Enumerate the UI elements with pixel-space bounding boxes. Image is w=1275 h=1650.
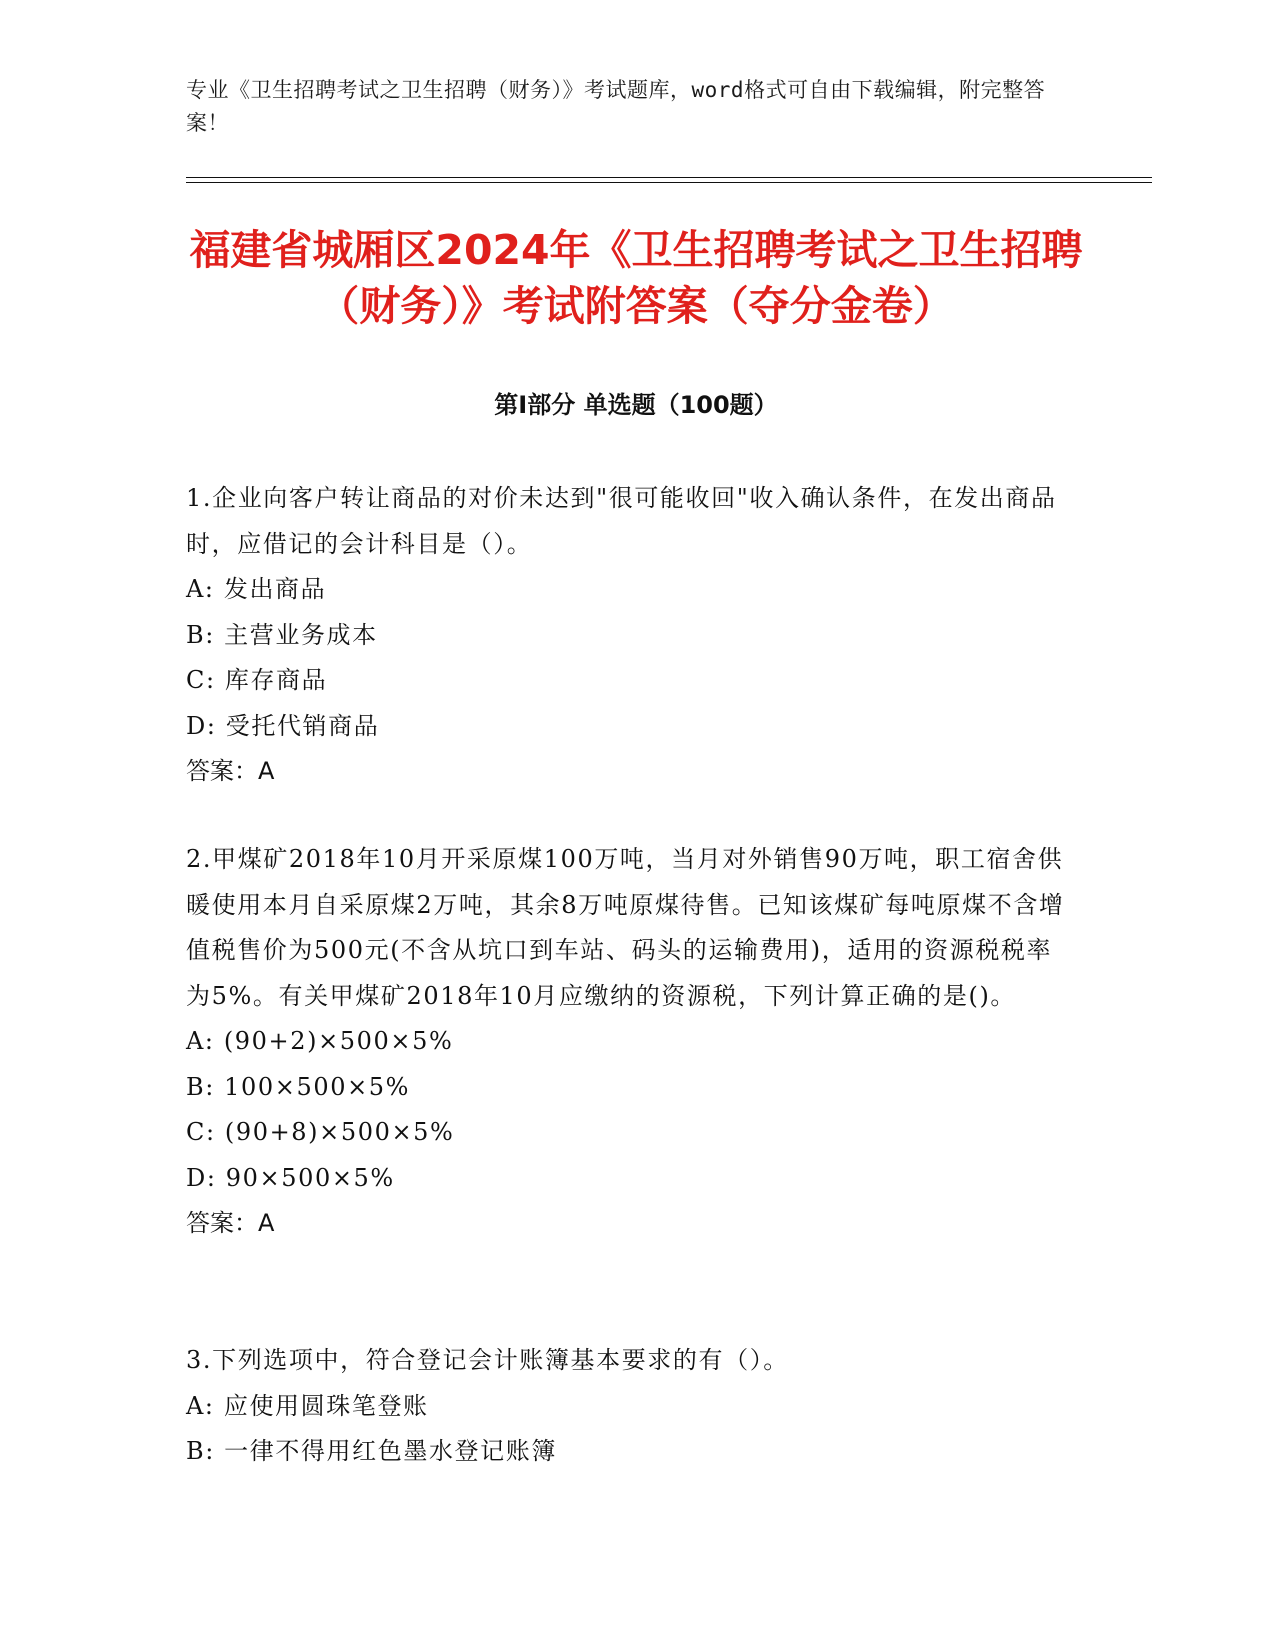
option-a: A: 发出商品 <box>186 575 327 603</box>
question-stem: 1.企业向客户转让商品的对价未达到"很可能收回"收入确认条件，在发出商品时，应借记的会计科目是（）。 <box>186 484 1057 558</box>
question-stem: 2.甲煤矿2018年10月开采原煤100万吨，当月对外销售90万吨，职工宿舍供暖使用本月自采原煤2万吨，其余8万吨原煤待售。已知该煤矿每吨原煤不含增值税售价为500元(不含从坑口到车站、码头的运输费用)，适用的资源税税率为5%。有关甲煤矿2018年10月应缴纳的资源税，下列计算正确的是()。 <box>186 845 1065 1010</box>
question-3 <box>186 1338 1066 1475</box>
answer-line: 答案：A <box>186 757 275 785</box>
option-d: D: 90×500×5% <box>186 1163 395 1192</box>
option-d: D: 受托代销商品 <box>186 711 380 740</box>
option-a: A: 应使用圆珠笔登账 <box>186 1391 429 1420</box>
option-c: C: 库存商品 <box>186 666 328 694</box>
question-1 <box>186 476 1066 795</box>
option-b: B: 主营业务成本 <box>186 620 378 649</box>
option-a: A: (90+2)×500×5% <box>186 1027 454 1055</box>
header-note: 专业《卫生招聘考试之卫生招聘（财务）》考试题库，word格式可自由下载编辑，附完整答案！ <box>186 78 1046 135</box>
header-rule-bottom <box>186 182 1152 183</box>
header-rule-top <box>186 177 1152 178</box>
question-2 <box>186 837 1066 1247</box>
option-c: C: (90+8)×500×5% <box>186 1118 455 1146</box>
answer-line: 答案：A <box>186 1209 275 1237</box>
section-title: 第Ⅰ部分 单选题（100题） <box>494 391 778 419</box>
document-title: 福建省城厢区2024年《卫生招聘考试之卫生招聘（财务）》考试附答案（夺分金卷） <box>189 226 1083 330</box>
option-b: B: 100×500×5% <box>186 1072 411 1101</box>
option-b: B: 一律不得用红色墨水登记账簿 <box>186 1437 557 1465</box>
question-stem: 3.下列选项中，符合登记会计账簿基本要求的有（）。 <box>186 1346 789 1374</box>
